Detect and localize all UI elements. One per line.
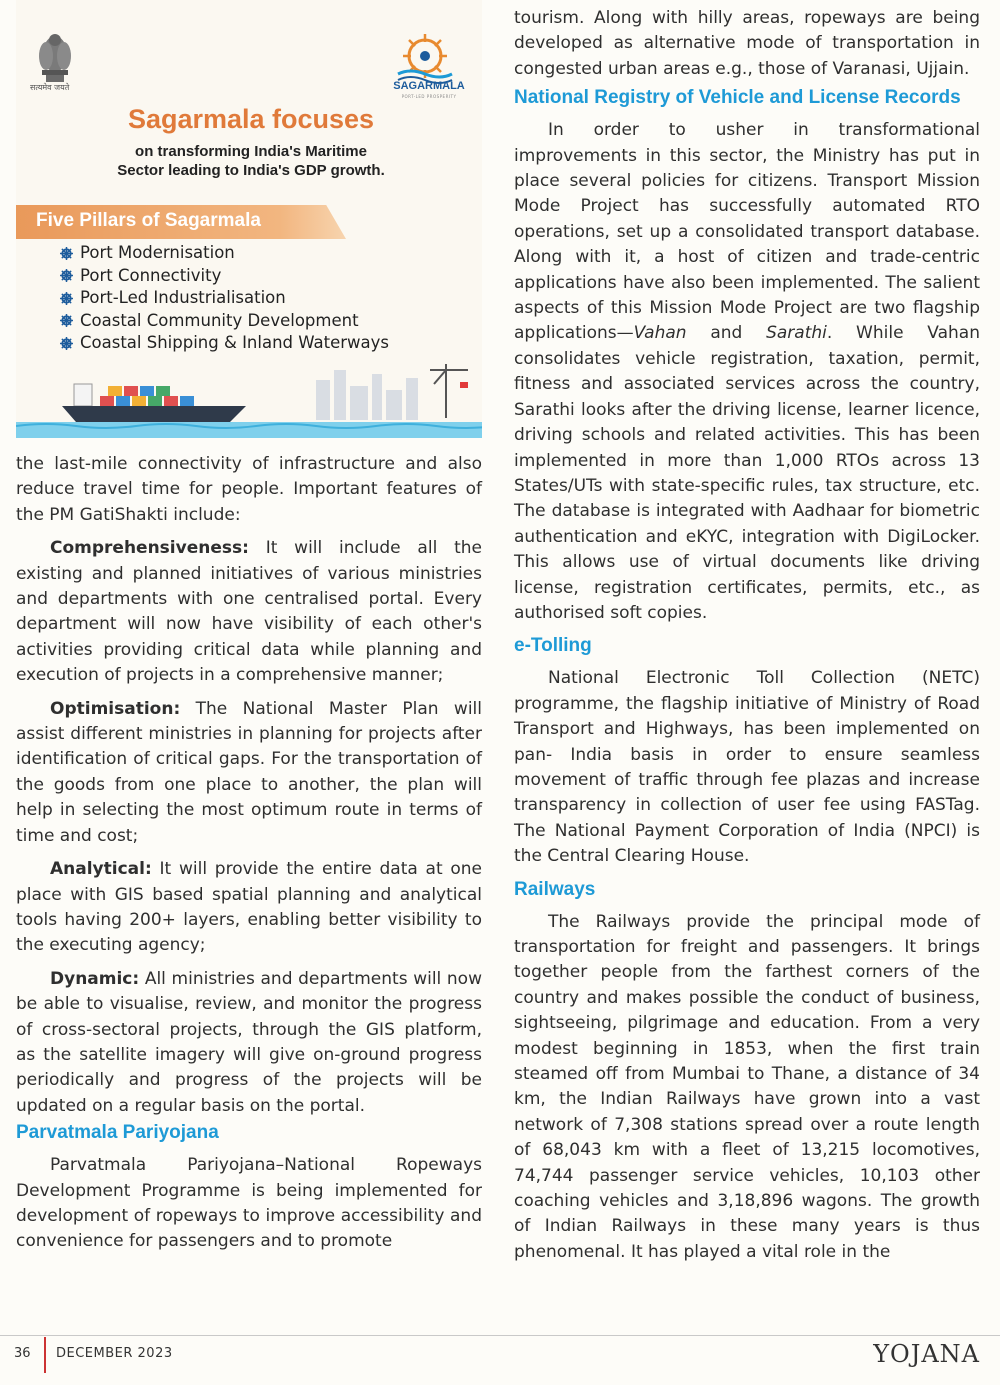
sagarmala-logo-name: SAGARMALA bbox=[393, 80, 465, 92]
pillar-label: Coastal Shipping & Inland Waterways bbox=[80, 333, 390, 352]
parvatmala-continuation: tourism. Along with hilly areas, ropeways are being developed as alternative mode of transportation in congested urban areas e.g., those of Varanasi, Ujjain. bbox=[514, 8, 980, 79]
footer-rule bbox=[44, 1337, 46, 1373]
registry-paragraph bbox=[514, 118, 980, 626]
pillar-item bbox=[60, 242, 389, 265]
pillar-label: Port Connectivity bbox=[80, 265, 222, 285]
intro-paragraph: the last-mile connectivity of infrastructure and also reduce travel time for people. Important features of the PM GatiShakti include: bbox=[16, 454, 482, 525]
magazine-name: YOJANA bbox=[873, 1340, 980, 1368]
sagarmala-infographic bbox=[16, 0, 482, 438]
feature-text: All ministries and departments will now be able to visualise, review, and monitor the progress of cross-sectoral projects, through the GIS platform, as the satellite imagery will give on-ground progress periodically and progress of the projects will be updated on a regular basis on the portal. bbox=[16, 968, 482, 1116]
feature-dynamic bbox=[16, 967, 482, 1119]
feature-text: It will provide the entire data at one place with GIS based spatial planning and analytical tools having 200+ layers, enabling better visibility to the executing agency; bbox=[16, 859, 482, 956]
ship-wheel-icon bbox=[60, 292, 73, 305]
registry-text-a: In order to usher in transformational improvements in this sector, the Ministry has put in place several policies for citizens. Transport Mission Mode Project has successfully automated RTO operations, set up a consolidated transport database. Along with it, a host of citizen and trade-centric applications have also been implemented. The salient aspects of this Mission Mode Project are two flagship applications— bbox=[514, 120, 980, 344]
infographic-title: Sagarmala focuses bbox=[127, 104, 375, 134]
railways-paragraph: The Railways provide the principal mode of transportation for freight and passengers. It brings together people from the farthest corners of the country and makes possible the conduct of business, sightseeing, pilgrimage and education. From a very modest beginning in 1853, when the first train steamed off from Mumbai to Thane, a distance of 34 km, the Indian Railways have grown into a vast network of 7,308 stations spread over a route length of 68,043 km with a fleet of 13,215 locomotives, 74,744 passenger service vehicles, 10,103 other coaching vehicles and 3,18,896 wagons. The growth of Indian Railways in these many years is thus phenomenal. It has played a vital role in the bbox=[514, 911, 980, 1262]
feature-text: The National Master Plan will assist different ministries in planning for projects after identification of critical gaps. For the transportation of the goods from one place to another, the plan will help in selecting the most optimum route in terms of time and cost; bbox=[16, 698, 482, 846]
pillar-item bbox=[60, 332, 389, 355]
vahan-term: Vahan bbox=[633, 323, 687, 344]
registry-heading: National Registry of Vehicle and License Records bbox=[514, 87, 961, 109]
emblem-caption: सत्यमेव जयते bbox=[30, 83, 70, 92]
railways-heading: Railways bbox=[514, 878, 596, 900]
pillar-item bbox=[60, 287, 389, 310]
issue-date: DECEMBER 2023 bbox=[56, 1346, 173, 1361]
infographic-subtitle-line2: Sector leading to India's GDP growth. bbox=[117, 162, 385, 179]
registry-and: and bbox=[686, 323, 767, 344]
sarathi-term: Sarathi bbox=[766, 323, 827, 344]
registry-text-b: . While Vahan consolidates vehicle registration, taxation, permit, fitness and associated services across the country, Sarathi looks after the driving license, learner licence, driving schools and related activities. This has been implemented in more than 1,000 RTOs across 13 States/UTs with state-specific rules, tax structure, etc. The database is integrated with Aadhaar for biometric authentication and eKYC, integration with DigiLocker. This allows use of virtual documents like driving license, registration certificates, permits, etc., as authorised soft copies. bbox=[514, 323, 980, 623]
pillars-list bbox=[60, 242, 389, 355]
footer-divider bbox=[0, 1335, 1000, 1336]
ship-wheel-icon bbox=[60, 247, 73, 260]
feature-term: Dynamic: bbox=[50, 968, 140, 989]
ship-wheel-icon bbox=[60, 269, 73, 282]
parvatmala-heading: Parvatmala Pariyojana bbox=[16, 1122, 219, 1144]
pillar-item bbox=[60, 265, 389, 288]
feature-term: Optimisation: bbox=[50, 698, 181, 719]
feature-term: Comprehensiveness: bbox=[50, 538, 249, 559]
feature-text: It will include all the existing and planned initiatives of various ministries and departments with one centralised portal. Every department will now have visibility of each other's activities providing critical data while planning and execution of projects in a comprehensive manner; bbox=[16, 538, 482, 686]
infographic-subtitle bbox=[66, 142, 436, 180]
sagarmala-logo-tagline: PORT-LED PROSPERITY bbox=[401, 94, 457, 99]
pillar-label: Port-Led Industrialisation bbox=[80, 288, 286, 307]
pillar-label: Port Modernisation bbox=[80, 243, 235, 262]
etolling-heading: e-Tolling bbox=[514, 635, 592, 657]
right-column bbox=[514, 6, 980, 1265]
port-ship-illustration bbox=[16, 360, 482, 438]
feature-analytical bbox=[16, 857, 482, 959]
ship-wheel-icon bbox=[60, 337, 73, 350]
pillar-item bbox=[60, 310, 389, 333]
etolling-paragraph: National Electronic Toll Collection (NETC) programme, the flagship initiative of Ministry of Road Transport and Highways, has been implemented on pan- India basis in order to ensure seamless movement of traffic through fee plazas and increase transparency in collection of user fee using FASTag. The National Payment Corporation of India (NPCI) is the Central Clearing House. bbox=[514, 668, 980, 867]
infographic-subtitle-line1: on transforming India's Maritime bbox=[135, 143, 367, 160]
parvatmala-paragraph: Parvatmala Pariyojana–National Ropeways Development Programme is being implemented for development of ropeways to improve accessibility and convenience for passengers and to promote bbox=[16, 1155, 482, 1252]
feature-optimisation bbox=[16, 697, 482, 849]
pillars-title: Five Pillars of Sagarmala bbox=[36, 210, 261, 231]
feature-comprehensiveness bbox=[16, 536, 482, 688]
page-number: 36 bbox=[14, 1346, 31, 1361]
feature-term: Analytical: bbox=[50, 859, 152, 880]
ship-wheel-icon bbox=[60, 314, 73, 327]
left-column bbox=[16, 0, 482, 1255]
pillar-label: Coastal Community Development bbox=[80, 310, 359, 330]
